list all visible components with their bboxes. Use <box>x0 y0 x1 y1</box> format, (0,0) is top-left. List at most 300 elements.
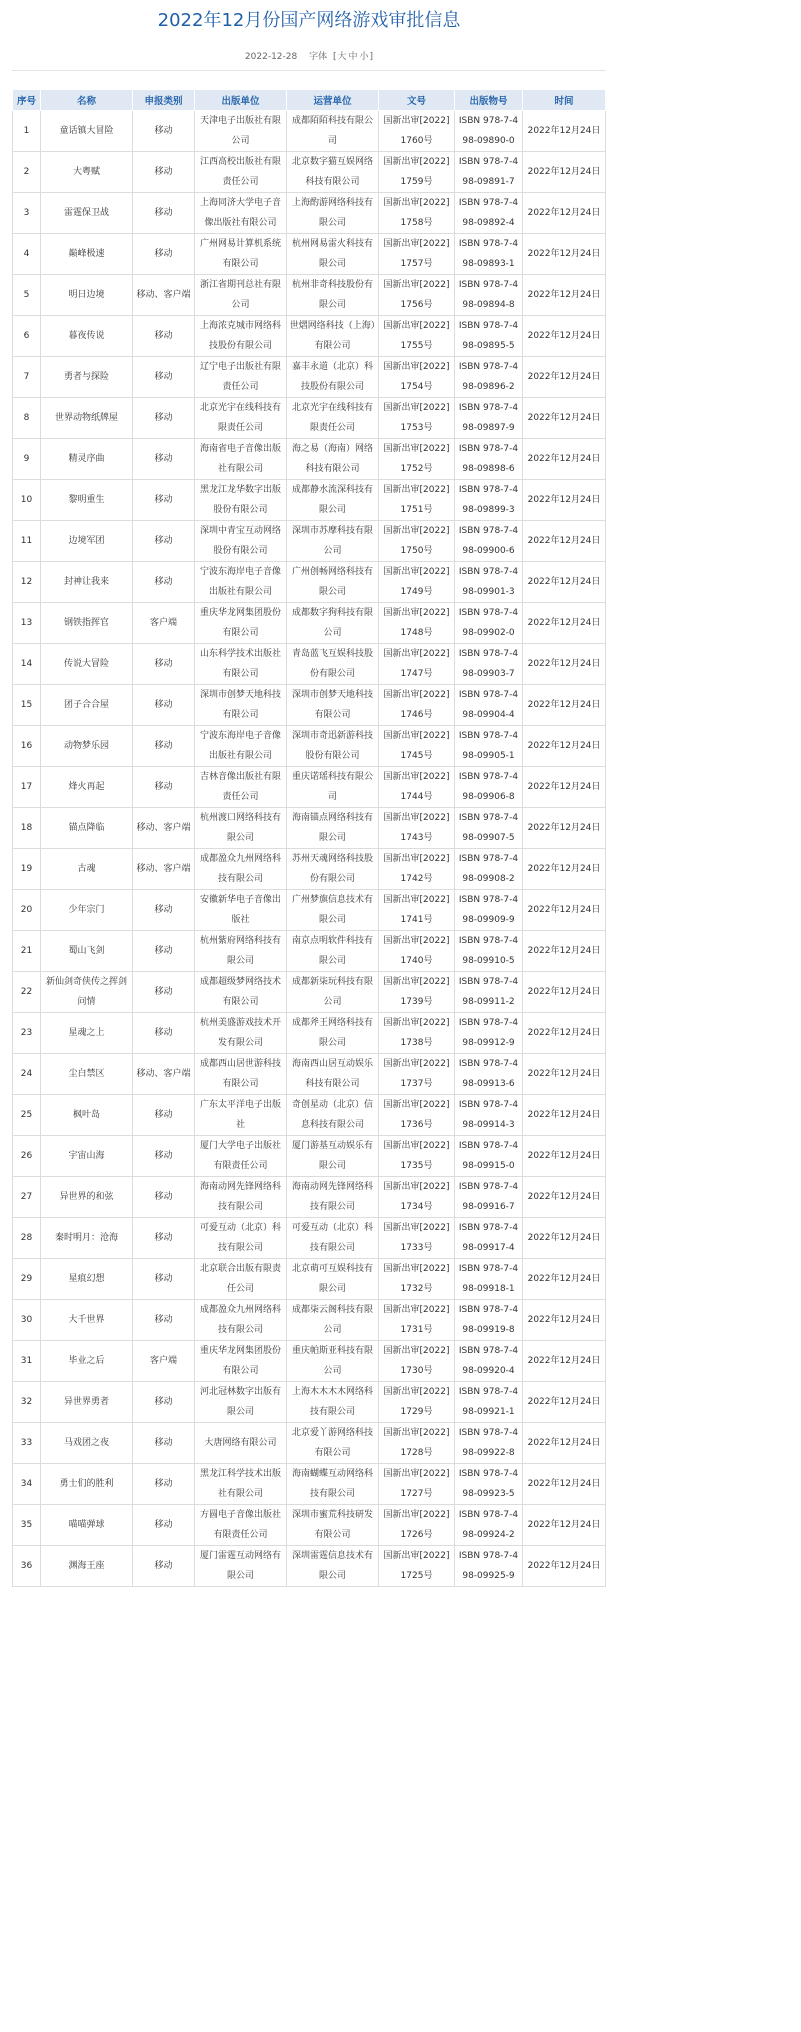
cell-name: 蜀山飞剑 <box>41 931 133 972</box>
cell-category: 移动、客户端 <box>133 275 195 316</box>
cell-category: 移动、客户端 <box>133 808 195 849</box>
table-row <box>13 1423 606 1464</box>
cell-approval-number: 国新出审[2022]1743号 <box>379 808 455 849</box>
cell-approval-number: 国新出审[2022]1758号 <box>379 193 455 234</box>
table-row <box>13 275 606 316</box>
cell-date: 2022年12月24日 <box>523 603 606 644</box>
cell-category: 移动 <box>133 1382 195 1423</box>
cell-name: 黎明重生 <box>41 480 133 521</box>
table-header-row <box>13 90 606 111</box>
cell-publisher: 成都盈众九州网络科技有限公司 <box>195 1300 287 1341</box>
cell-category: 移动、客户端 <box>133 1054 195 1095</box>
cell-index: 20 <box>13 890 41 931</box>
cell-operator: 青岛蓝飞互娱科技股份有限公司 <box>287 644 379 685</box>
cell-category: 移动 <box>133 972 195 1013</box>
cell-date: 2022年12月24日 <box>523 234 606 275</box>
cell-date: 2022年12月24日 <box>523 644 606 685</box>
cell-category: 移动 <box>133 234 195 275</box>
cell-operator: 上海木木木木网络科技有限公司 <box>287 1382 379 1423</box>
cell-approval-number: 国新出审[2022]1747号 <box>379 644 455 685</box>
table-row <box>13 562 606 603</box>
cell-operator: 北京爱丫游网络科技有限公司 <box>287 1423 379 1464</box>
cell-approval-number: 国新出审[2022]1748号 <box>379 603 455 644</box>
cell-index: 33 <box>13 1423 41 1464</box>
cell-approval-number: 国新出审[2022]1749号 <box>379 562 455 603</box>
cell-name: 宇宙山海 <box>41 1136 133 1177</box>
cell-approval-number: 国新出审[2022]1735号 <box>379 1136 455 1177</box>
cell-index: 15 <box>13 685 41 726</box>
cell-name: 异世界的和弦 <box>41 1177 133 1218</box>
cell-date: 2022年12月24日 <box>523 685 606 726</box>
cell-operator: 海之易（海南）网络科技有限公司 <box>287 439 379 480</box>
cell-category: 移动 <box>133 357 195 398</box>
cell-operator: 南京点明软件科技有限公司 <box>287 931 379 972</box>
cell-category: 移动 <box>133 1095 195 1136</box>
cell-isbn: ISBN 978-7-498-09899-3 <box>455 480 523 521</box>
cell-index: 9 <box>13 439 41 480</box>
cell-publisher: 海南省电子音像出版社有限公司 <box>195 439 287 480</box>
cell-approval-number: 国新出审[2022]1751号 <box>379 480 455 521</box>
font-size-label: 字体 <box>309 52 328 62</box>
cell-name: 巅峰极速 <box>41 234 133 275</box>
cell-isbn: ISBN 978-7-498-09900-6 <box>455 521 523 562</box>
cell-operator: 深圳市创梦天地科技有限公司 <box>287 685 379 726</box>
cell-operator: 广州梦旗信息技术有限公司 <box>287 890 379 931</box>
cell-category: 移动 <box>133 1423 195 1464</box>
cell-operator: 杭州网易雷火科技有限公司 <box>287 234 379 275</box>
cell-category: 移动 <box>133 1177 195 1218</box>
cell-name: 勇者与探险 <box>41 357 133 398</box>
cell-category: 移动 <box>133 931 195 972</box>
cell-name: 钢铁指挥官 <box>41 603 133 644</box>
cell-isbn: ISBN 978-7-498-09924-2 <box>455 1505 523 1546</box>
table-row <box>13 808 606 849</box>
cell-index: 32 <box>13 1382 41 1423</box>
cell-index: 11 <box>13 521 41 562</box>
cell-operator: 深圳市奇迅新游科技股份有限公司 <box>287 726 379 767</box>
table-row <box>13 685 606 726</box>
cell-publisher: 宁波东海岸电子音像出版社有限公司 <box>195 562 287 603</box>
cell-approval-number: 国新出审[2022]1740号 <box>379 931 455 972</box>
cell-approval-number: 国新出审[2022]1734号 <box>379 1177 455 1218</box>
table-row <box>13 1464 606 1505</box>
cell-category: 客户端 <box>133 603 195 644</box>
cell-operator: 厦门游基互动娱乐有限公司 <box>287 1136 379 1177</box>
cell-isbn: ISBN 978-7-498-09922-8 <box>455 1423 523 1464</box>
cell-category: 移动 <box>133 1300 195 1341</box>
cell-isbn: ISBN 978-7-498-09910-5 <box>455 931 523 972</box>
page-title: 2022年12月份国产网络游戏审批信息 <box>157 10 461 31</box>
table-row <box>13 1177 606 1218</box>
cell-index: 13 <box>13 603 41 644</box>
cell-publisher: 安徽新华电子音像出版社 <box>195 890 287 931</box>
cell-index: 1 <box>13 111 41 152</box>
cell-date: 2022年12月24日 <box>523 1054 606 1095</box>
cell-index: 25 <box>13 1095 41 1136</box>
cell-approval-number: 国新出审[2022]1729号 <box>379 1382 455 1423</box>
cell-date: 2022年12月24日 <box>523 1095 606 1136</box>
cell-approval-number: 国新出审[2022]1744号 <box>379 767 455 808</box>
cell-category: 移动 <box>133 685 195 726</box>
cell-name: 喵喵弹球 <box>41 1505 133 1546</box>
cell-index: 6 <box>13 316 41 357</box>
cell-index: 7 <box>13 357 41 398</box>
cell-index: 16 <box>13 726 41 767</box>
cell-isbn: ISBN 978-7-498-09897-9 <box>455 398 523 439</box>
cell-date: 2022年12月24日 <box>523 931 606 972</box>
cell-publisher: 杭州紫府网络科技有限公司 <box>195 931 287 972</box>
cell-index: 34 <box>13 1464 41 1505</box>
cell-publisher: 成都西山居世游科技有限公司 <box>195 1054 287 1095</box>
cell-index: 28 <box>13 1218 41 1259</box>
cell-approval-number: 国新出审[2022]1742号 <box>379 849 455 890</box>
table-row <box>13 439 606 480</box>
header-index: 序号 <box>13 90 41 111</box>
cell-date: 2022年12月24日 <box>523 1546 606 1587</box>
cell-date: 2022年12月24日 <box>523 398 606 439</box>
cell-operator: 海南西山居互动娱乐科技有限公司 <box>287 1054 379 1095</box>
cell-approval-number: 国新出审[2022]1725号 <box>379 1546 455 1587</box>
cell-isbn: ISBN 978-7-498-09914-3 <box>455 1095 523 1136</box>
font-medium-link[interactable]: 中 <box>348 52 358 62</box>
cell-isbn: ISBN 978-7-498-09909-9 <box>455 890 523 931</box>
cell-operator: 海南蝴蝶互动网络科技有限公司 <box>287 1464 379 1505</box>
cell-publisher: 厦门雷霆互动网络有限公司 <box>195 1546 287 1587</box>
cell-isbn: ISBN 978-7-498-09915-0 <box>455 1136 523 1177</box>
cell-date: 2022年12月24日 <box>523 1382 606 1423</box>
table-row <box>13 767 606 808</box>
cell-date: 2022年12月24日 <box>523 1259 606 1300</box>
cell-name: 明日边境 <box>41 275 133 316</box>
cell-date: 2022年12月24日 <box>523 111 606 152</box>
cell-approval-number: 国新出审[2022]1745号 <box>379 726 455 767</box>
cell-name: 秦时明月：沧海 <box>41 1218 133 1259</box>
cell-category: 移动 <box>133 316 195 357</box>
cell-approval-number: 国新出审[2022]1759号 <box>379 152 455 193</box>
header-category: 申报类别 <box>133 90 195 111</box>
cell-approval-number: 国新出审[2022]1736号 <box>379 1095 455 1136</box>
cell-isbn: ISBN 978-7-498-09917-4 <box>455 1218 523 1259</box>
cell-isbn: ISBN 978-7-498-09905-1 <box>455 726 523 767</box>
cell-index: 14 <box>13 644 41 685</box>
cell-approval-number: 国新出审[2022]1737号 <box>379 1054 455 1095</box>
cell-operator: 重庆诺瑶科技有限公司 <box>287 767 379 808</box>
cell-approval-number: 国新出审[2022]1757号 <box>379 234 455 275</box>
header-isbn: 出版物号 <box>455 90 523 111</box>
cell-approval-number: 国新出审[2022]1733号 <box>379 1218 455 1259</box>
table-row <box>13 398 606 439</box>
cell-date: 2022年12月24日 <box>523 1136 606 1177</box>
cell-name: 勇士们的胜利 <box>41 1464 133 1505</box>
table-row <box>13 1505 606 1546</box>
table-row <box>13 1382 606 1423</box>
cell-approval-number: 国新出审[2022]1760号 <box>379 111 455 152</box>
header-date: 时间 <box>523 90 606 111</box>
cell-date: 2022年12月24日 <box>523 1423 606 1464</box>
cell-index: 30 <box>13 1300 41 1341</box>
table-row <box>13 111 606 152</box>
cell-name: 烽火再起 <box>41 767 133 808</box>
cell-approval-number: 国新出审[2022]1753号 <box>379 398 455 439</box>
cell-approval-number: 国新出审[2022]1728号 <box>379 1423 455 1464</box>
cell-publisher: 可爱互动（北京）科技有限公司 <box>195 1218 287 1259</box>
cell-category: 移动 <box>133 767 195 808</box>
font-large-link[interactable]: 大 <box>337 52 347 62</box>
cell-category: 客户端 <box>133 1341 195 1382</box>
table-row <box>13 890 606 931</box>
cell-index: 4 <box>13 234 41 275</box>
cell-name: 世界动物纸牌屋 <box>41 398 133 439</box>
cell-index: 29 <box>13 1259 41 1300</box>
cell-category: 移动 <box>133 1505 195 1546</box>
cell-name: 异世界勇者 <box>41 1382 133 1423</box>
cell-operator: 成都陌陌科技有限公司 <box>287 111 379 152</box>
cell-date: 2022年12月24日 <box>523 193 606 234</box>
cell-isbn: ISBN 978-7-498-09898-6 <box>455 439 523 480</box>
cell-isbn: ISBN 978-7-498-09911-2 <box>455 972 523 1013</box>
cell-operator: 广州创畅网络科技有限公司 <box>287 562 379 603</box>
cell-name: 尘白禁区 <box>41 1054 133 1095</box>
cell-category: 移动 <box>133 644 195 685</box>
cell-index: 12 <box>13 562 41 603</box>
cell-category: 移动 <box>133 562 195 603</box>
cell-name: 锚点降临 <box>41 808 133 849</box>
cell-publisher: 方圆电子音像出版社有限责任公司 <box>195 1505 287 1546</box>
cell-publisher: 深圳市创梦天地科技有限公司 <box>195 685 287 726</box>
table-row <box>13 1300 606 1341</box>
approval-table <box>12 89 606 1587</box>
cell-approval-number: 国新出审[2022]1756号 <box>379 275 455 316</box>
cell-operator: 成都静水流深科技有限公司 <box>287 480 379 521</box>
cell-isbn: ISBN 978-7-498-09892-4 <box>455 193 523 234</box>
divider <box>12 70 606 71</box>
cell-name: 少年宗门 <box>41 890 133 931</box>
table-row <box>13 357 606 398</box>
cell-isbn: ISBN 978-7-498-09925-9 <box>455 1546 523 1587</box>
cell-isbn: ISBN 978-7-498-09901-3 <box>455 562 523 603</box>
cell-isbn: ISBN 978-7-498-09895-5 <box>455 316 523 357</box>
cell-category: 移动 <box>133 521 195 562</box>
cell-category: 移动 <box>133 1013 195 1054</box>
cell-name: 团子合合屋 <box>41 685 133 726</box>
cell-name: 新仙剑奇侠传之挥剑问情 <box>41 972 133 1013</box>
cell-index: 23 <box>13 1013 41 1054</box>
table-row <box>13 726 606 767</box>
table-row <box>13 1546 606 1587</box>
cell-isbn: ISBN 978-7-498-09890-0 <box>455 111 523 152</box>
cell-operator: 世熠网络科技（上海）有限公司 <box>287 316 379 357</box>
cell-date: 2022年12月24日 <box>523 1300 606 1341</box>
cell-publisher: 广东太平洋电子出版社 <box>195 1095 287 1136</box>
cell-index: 18 <box>13 808 41 849</box>
cell-isbn: ISBN 978-7-498-09912-9 <box>455 1013 523 1054</box>
cell-date: 2022年12月24日 <box>523 849 606 890</box>
cell-isbn: ISBN 978-7-498-09913-6 <box>455 1054 523 1095</box>
cell-index: 5 <box>13 275 41 316</box>
cell-approval-number: 国新出审[2022]1750号 <box>379 521 455 562</box>
header-approval-number: 文号 <box>379 90 455 111</box>
cell-publisher: 深圳中青宝互动网络股份有限公司 <box>195 521 287 562</box>
cell-date: 2022年12月24日 <box>523 316 606 357</box>
cell-publisher: 吉林音像出版社有限责任公司 <box>195 767 287 808</box>
cell-category: 移动 <box>133 1546 195 1587</box>
cell-date: 2022年12月24日 <box>523 1218 606 1259</box>
cell-category: 移动 <box>133 1464 195 1505</box>
cell-name: 星痕幻想 <box>41 1259 133 1300</box>
table-row <box>13 849 606 890</box>
cell-isbn: ISBN 978-7-498-09918-1 <box>455 1259 523 1300</box>
cell-publisher: 重庆华龙网集团股份有限公司 <box>195 1341 287 1382</box>
cell-operator: 上海酌游网络科技有限公司 <box>287 193 379 234</box>
table-row <box>13 931 606 972</box>
table-row <box>13 480 606 521</box>
cell-date: 2022年12月24日 <box>523 275 606 316</box>
table-row <box>13 603 606 644</box>
cell-name: 枫叶岛 <box>41 1095 133 1136</box>
cell-category: 移动 <box>133 726 195 767</box>
cell-index: 26 <box>13 1136 41 1177</box>
cell-publisher: 浙江省期刊总社有限公司 <box>195 275 287 316</box>
cell-index: 22 <box>13 972 41 1013</box>
cell-category: 移动 <box>133 1259 195 1300</box>
cell-date: 2022年12月24日 <box>523 521 606 562</box>
cell-operator: 重庆帕斯亚科技有限公司 <box>287 1341 379 1382</box>
cell-operator: 海南动网先锋网络科技有限公司 <box>287 1177 379 1218</box>
cell-operator: 海南锚点网络科技有限公司 <box>287 808 379 849</box>
cell-approval-number: 国新出审[2022]1746号 <box>379 685 455 726</box>
cell-operator: 深圳市蜜荒科技研发有限公司 <box>287 1505 379 1546</box>
cell-index: 35 <box>13 1505 41 1546</box>
table-row <box>13 521 606 562</box>
cell-name: 精灵序曲 <box>41 439 133 480</box>
cell-isbn: ISBN 978-7-498-09893-1 <box>455 234 523 275</box>
cell-name: 封神让我来 <box>41 562 133 603</box>
publish-date: 2022-12-28 <box>244 52 298 62</box>
cell-approval-number: 国新出审[2022]1738号 <box>379 1013 455 1054</box>
cell-isbn: ISBN 978-7-498-09903-7 <box>455 644 523 685</box>
cell-category: 移动 <box>133 193 195 234</box>
header-operator: 运营单位 <box>287 90 379 111</box>
table-row <box>13 1054 606 1095</box>
cell-publisher: 成都盈众九州网络科技有限公司 <box>195 849 287 890</box>
cell-index: 36 <box>13 1546 41 1587</box>
table-row <box>13 1095 606 1136</box>
cell-isbn: ISBN 978-7-498-09916-7 <box>455 1177 523 1218</box>
cell-category: 移动 <box>133 439 195 480</box>
cell-category: 移动 <box>133 1136 195 1177</box>
cell-approval-number: 国新出审[2022]1731号 <box>379 1300 455 1341</box>
cell-date: 2022年12月24日 <box>523 480 606 521</box>
cell-name: 传说大冒险 <box>41 644 133 685</box>
cell-operator: 可爱互动（北京）科技有限公司 <box>287 1218 379 1259</box>
table-row <box>13 193 606 234</box>
cell-operator: 成都斧王网络科技有限公司 <box>287 1013 379 1054</box>
cell-name: 暮夜传说 <box>41 316 133 357</box>
cell-approval-number: 国新出审[2022]1732号 <box>379 1259 455 1300</box>
cell-category: 移动 <box>133 890 195 931</box>
cell-isbn: ISBN 978-7-498-09907-5 <box>455 808 523 849</box>
cell-name: 大千世界 <box>41 1300 133 1341</box>
cell-approval-number: 国新出审[2022]1741号 <box>379 890 455 931</box>
cell-isbn: ISBN 978-7-498-09906-8 <box>455 767 523 808</box>
cell-publisher: 广州网易计算机系统有限公司 <box>195 234 287 275</box>
cell-approval-number: 国新出审[2022]1726号 <box>379 1505 455 1546</box>
cell-name: 雷霆保卫战 <box>41 193 133 234</box>
cell-index: 17 <box>13 767 41 808</box>
header-name: 名称 <box>41 90 133 111</box>
cell-index: 2 <box>13 152 41 193</box>
cell-date: 2022年12月24日 <box>523 808 606 849</box>
cell-operator: 成都柒云阁科技有限公司 <box>287 1300 379 1341</box>
cell-publisher: 杭州渡口网络科技有限公司 <box>195 808 287 849</box>
cell-publisher: 辽宁电子出版社有限责任公司 <box>195 357 287 398</box>
cell-index: 31 <box>13 1341 41 1382</box>
cell-date: 2022年12月24日 <box>523 726 606 767</box>
cell-index: 19 <box>13 849 41 890</box>
cell-index: 21 <box>13 931 41 972</box>
cell-date: 2022年12月24日 <box>523 1464 606 1505</box>
cell-publisher: 上海浓克城市网络科技股份有限公司 <box>195 316 287 357</box>
cell-date: 2022年12月24日 <box>523 562 606 603</box>
cell-operator: 成都新柒玩科技有限公司 <box>287 972 379 1013</box>
cell-publisher: 宁波东海岸电子音像出版社有限公司 <box>195 726 287 767</box>
cell-name: 大粤赋 <box>41 152 133 193</box>
cell-publisher: 北京联合出版有限责任公司 <box>195 1259 287 1300</box>
cell-index: 3 <box>13 193 41 234</box>
cell-approval-number: 国新出审[2022]1755号 <box>379 316 455 357</box>
table-row <box>13 972 606 1013</box>
cell-publisher: 黑龙江科学技术出版社有限公司 <box>195 1464 287 1505</box>
cell-index: 8 <box>13 398 41 439</box>
cell-isbn: ISBN 978-7-498-09891-7 <box>455 152 523 193</box>
cell-operator: 北京光宇在线科技有限责任公司 <box>287 398 379 439</box>
cell-date: 2022年12月24日 <box>523 439 606 480</box>
cell-approval-number: 国新出审[2022]1727号 <box>379 1464 455 1505</box>
cell-publisher: 厦门大学电子出版社有限责任公司 <box>195 1136 287 1177</box>
table-row <box>13 1013 606 1054</box>
cell-publisher: 上海同济大学电子音像出版社有限公司 <box>195 193 287 234</box>
cell-category: 移动 <box>133 398 195 439</box>
cell-approval-number: 国新出审[2022]1754号 <box>379 357 455 398</box>
table-row <box>13 234 606 275</box>
cell-publisher: 大唐网络有限公司 <box>195 1423 287 1464</box>
cell-approval-number: 国新出审[2022]1730号 <box>379 1341 455 1382</box>
font-small-link[interactable]: 小 <box>359 52 369 62</box>
cell-approval-number: 国新出审[2022]1739号 <box>379 972 455 1013</box>
table-row <box>13 1218 606 1259</box>
cell-name: 马戏团之夜 <box>41 1423 133 1464</box>
table-row <box>13 316 606 357</box>
cell-publisher: 成都超级梦网络技术有限公司 <box>195 972 287 1013</box>
cell-index: 24 <box>13 1054 41 1095</box>
cell-publisher: 杭州美盛游戏技术开发有限公司 <box>195 1013 287 1054</box>
font-size-control: 字体 [大 中 小] <box>309 52 374 62</box>
cell-operator: 北京数字猫互娱网络科技有限公司 <box>287 152 379 193</box>
cell-date: 2022年12月24日 <box>523 1013 606 1054</box>
article-meta <box>0 51 618 63</box>
cell-isbn: ISBN 978-7-498-09896-2 <box>455 357 523 398</box>
cell-name: 古魂 <box>41 849 133 890</box>
cell-date: 2022年12月24日 <box>523 1177 606 1218</box>
cell-isbn: ISBN 978-7-498-09902-0 <box>455 603 523 644</box>
cell-name: 星魂之上 <box>41 1013 133 1054</box>
cell-isbn: ISBN 978-7-498-09921-1 <box>455 1382 523 1423</box>
cell-date: 2022年12月24日 <box>523 1505 606 1546</box>
cell-operator: 杭州非奇科技股份有限公司 <box>287 275 379 316</box>
cell-operator: 深圳雷霆信息技术有限公司 <box>287 1546 379 1587</box>
table-row <box>13 1259 606 1300</box>
cell-name: 边境军团 <box>41 521 133 562</box>
